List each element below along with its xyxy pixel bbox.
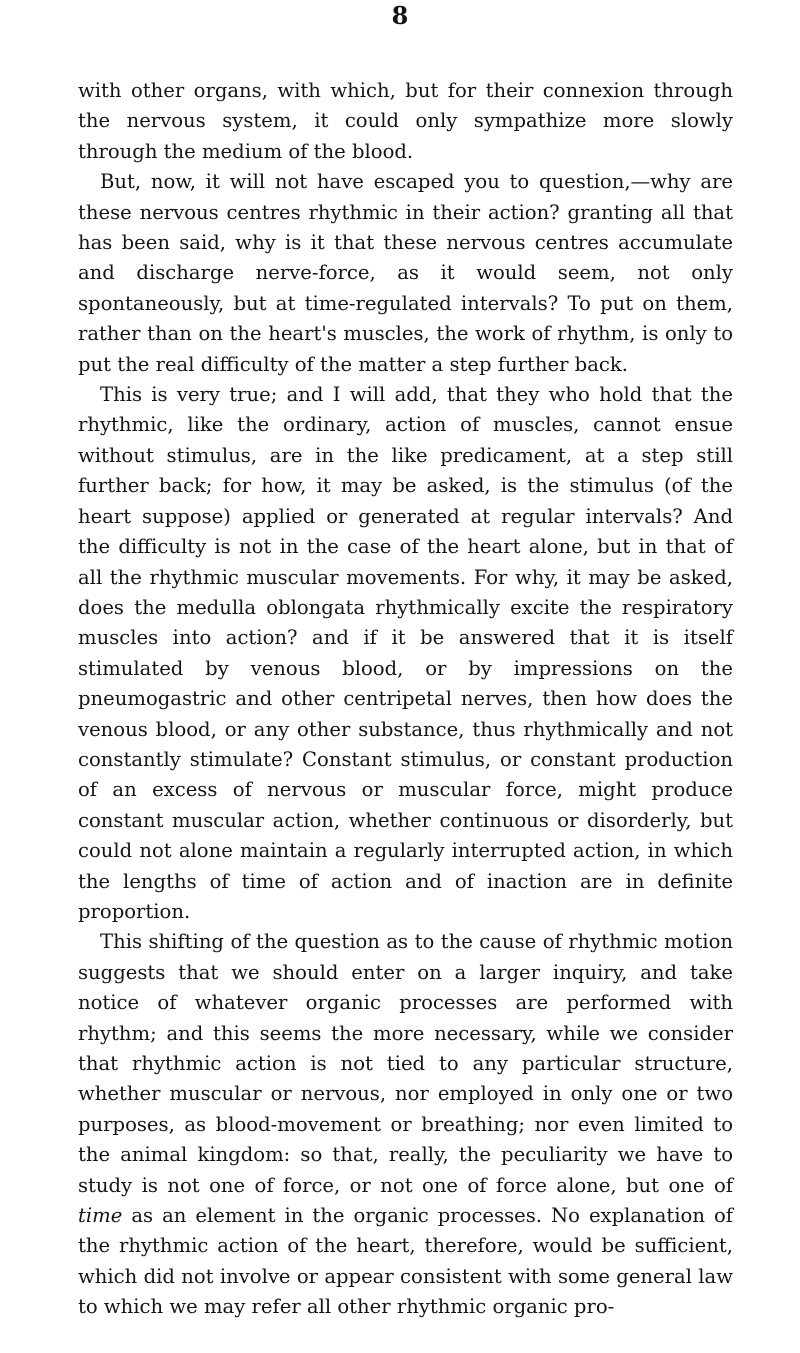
paragraph-stimulus: This is very true; and I will add, that they who hold that the rhythmic, like the ordinary, action of muscles, cannot ensue without stimulus, are in the like predicament, at a step still further back; for how, it may be asked, is the stimulus (of the heart suppose) applied or generated at regular intervals? And the difficulty is not in the case of the heart alone, but in that of all the rhythmic muscular movements. For why, it may be asked, does the medulla oblongata rhythmically excite the respiratory muscles into action? and if it be answered that it is itself stimulated by venous blood, or by impressions on the pneumogastric and other centripetal nerves, then how does the venous blood, or any other substance, thus rhythmically and not constantly stimulate? Constant stimulus, or constant production of an excess of nervous or muscular force, might produce constant muscular action, whether continuous or disorderly, but could not alone maintain a regularly interrupted action, in which the lengths of time of action and of inaction are in definite proportion. (78, 383, 733, 923)
paragraph-question: But, now, it will not have escaped you to question,—why are these nervous centres rhythmic in their action? granting all that has been said, why is it that these nervous centres accumulate and discharge nerve-force, as it would seem, not only spontaneously, but at time-regulated intervals? To put on them, rather than on the heart's muscles, the work of rhythm, is only to put the real difficulty of the matter a step further back. (78, 170, 733, 376)
paragraph-inquiry (78, 927, 733, 1322)
paragraph-inquiry-text-start: This shifting of the question as to the cause of rhythmic motion suggests that we should enter on a larger inquiry, and take notice of whatever organic processes are performed with rhythm; and this seems the more necessary, while we consider that rhythmic action is not tied to any particular structure, whether muscular or nervous, nor employed in only one or two purposes, as blood-movement or breathing; nor even limited to the animal kingdom: so that, really, the peculiarity we have to study is not one of force, or not one of force alone, but one of (78, 930, 733, 1197)
paragraph-continuation: with other organs, with which, but for their connexion through the nervous system, it could only sympathize more slowly through the medium of the blood. (78, 79, 733, 163)
paragraph-inquiry-text-end: as an element in the organic processes. No explanation of the rhythmic action of the heart, therefore, would be sufficient, which did not involve or appear consistent with some general law to which we may refer all other rhythmic organic pro- (78, 1204, 733, 1319)
body-text (78, 76, 733, 1323)
emphasis-time: time (78, 1204, 123, 1228)
page-number: 8 (391, 1, 409, 30)
